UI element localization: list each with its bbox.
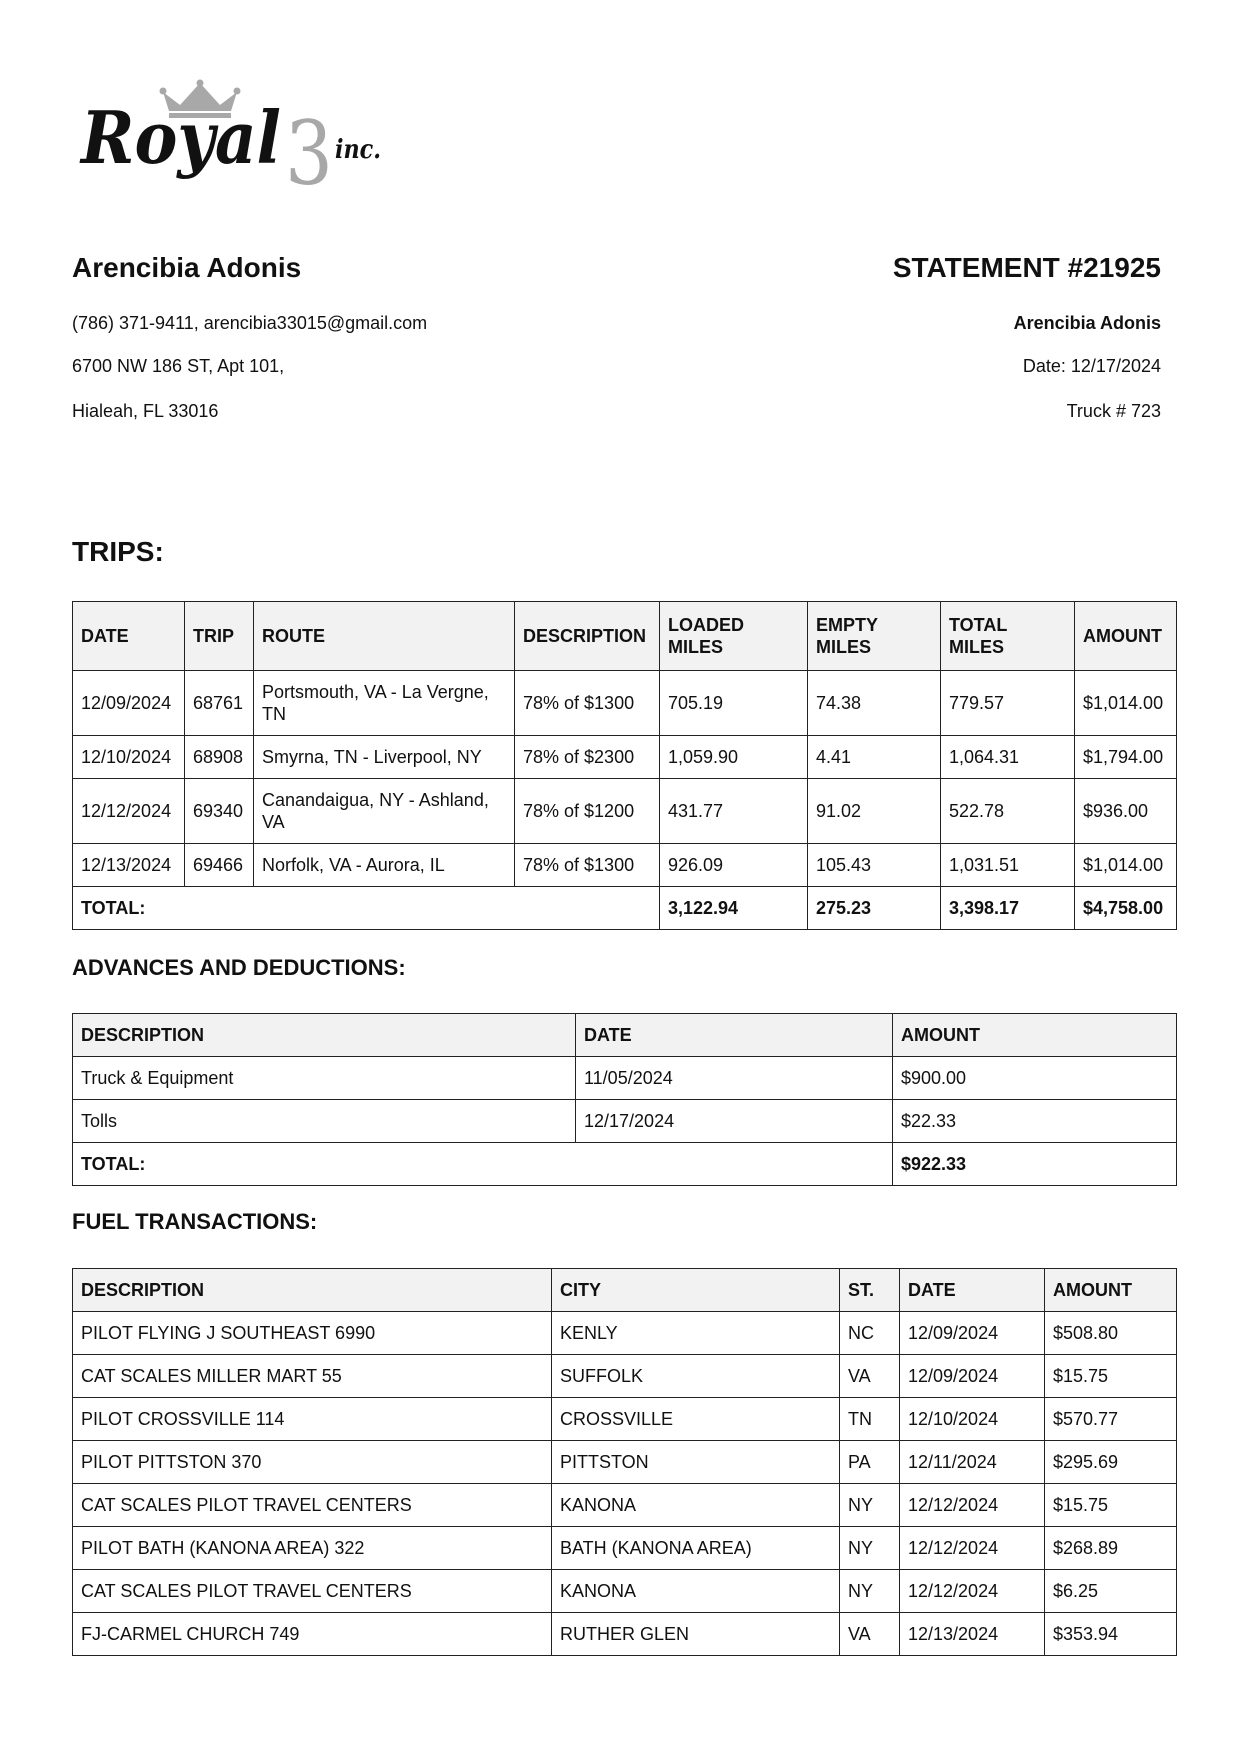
trip-route-cell: Smyrna, TN - Liverpool, NY — [254, 736, 515, 779]
fuel-description-cell: PILOT BATH (KANONA AREA) 322 — [73, 1527, 552, 1570]
fuel-amount-cell: $570.77 — [1045, 1398, 1177, 1441]
trip-number-cell: 69340 — [185, 779, 254, 844]
fuel-city-cell: KENLY — [552, 1312, 840, 1355]
table-row — [73, 1355, 1177, 1398]
fuel-amount-cell: $508.80 — [1045, 1312, 1177, 1355]
trip-description-cell: 78% of $2300 — [515, 736, 660, 779]
table-row — [73, 1100, 1177, 1143]
fuel-heading: FUEL TRANSACTIONS: — [72, 1209, 318, 1234]
advances-table — [72, 1013, 1177, 1186]
fuel-description-cell: PILOT CROSSVILLE 114 — [73, 1398, 552, 1441]
column-header-date: DATE — [576, 1014, 893, 1057]
table-row — [73, 1398, 1177, 1441]
total-total-miles: 3,398.17 — [941, 887, 1075, 930]
trip-date-cell: 12/12/2024 — [73, 779, 185, 844]
fuel-date-cell: 12/12/2024 — [900, 1570, 1045, 1613]
fuel-city-cell: BATH (KANONA AREA) — [552, 1527, 840, 1570]
table-row — [73, 1570, 1177, 1613]
advances-total-row — [73, 1143, 1177, 1186]
fuel-date-cell: 12/12/2024 — [900, 1484, 1045, 1527]
total-miles-cell: 1,064.31 — [941, 736, 1075, 779]
fuel-state-cell: NY — [840, 1527, 900, 1570]
column-header-description: DESCRIPTION — [515, 602, 660, 671]
empty-miles-cell: 4.41 — [808, 736, 941, 779]
loaded-miles-cell: 926.09 — [660, 844, 808, 887]
fuel-date-cell: 12/12/2024 — [900, 1527, 1045, 1570]
advance-date-cell: 12/17/2024 — [576, 1100, 893, 1143]
fuel-date-cell: 12/13/2024 — [900, 1613, 1045, 1656]
fuel-city-cell: KANONA — [552, 1484, 840, 1527]
total-miles-cell: 779.57 — [941, 671, 1075, 736]
trip-date-cell: 12/10/2024 — [73, 736, 185, 779]
trips-table — [72, 601, 1177, 930]
total-loaded-miles: 3,122.94 — [660, 887, 808, 930]
total-empty-miles: 275.23 — [808, 887, 941, 930]
driver-address-line2: Hialeah, FL 33016 — [72, 401, 219, 421]
trips-total-row — [73, 887, 1177, 930]
table-header-row — [73, 1269, 1177, 1312]
fuel-description-cell: CAT SCALES PILOT TRAVEL CENTERS — [73, 1484, 552, 1527]
advance-amount-cell: $22.33 — [893, 1100, 1177, 1143]
fuel-city-cell: RUTHER GLEN — [552, 1613, 840, 1656]
driver-name: Arencibia Adonis — [72, 252, 302, 283]
company-logo — [79, 78, 389, 190]
empty-miles-cell: 74.38 — [808, 671, 941, 736]
fuel-amount-cell: $6.25 — [1045, 1570, 1177, 1613]
column-header-trip: TRIP — [185, 602, 254, 671]
total-amount: $922.33 — [893, 1143, 1177, 1186]
trips-heading: TRIPS: — [72, 536, 164, 567]
table-row — [73, 779, 1177, 844]
column-header-date: DATE — [900, 1269, 1045, 1312]
column-header-total-miles: TOTAL MILES — [941, 602, 1075, 671]
fuel-state-cell: NC — [840, 1312, 900, 1355]
statement-recipient: Arencibia Adonis — [1013, 313, 1161, 333]
fuel-description-cell: CAT SCALES MILLER MART 55 — [73, 1355, 552, 1398]
column-header-city: CITY — [552, 1269, 840, 1312]
logo-numeral: 3 — [285, 102, 333, 190]
column-header-state: ST. — [840, 1269, 900, 1312]
advance-amount-cell: $900.00 — [893, 1057, 1177, 1100]
total-amount: $4,758.00 — [1075, 887, 1177, 930]
empty-miles-cell: 105.43 — [808, 844, 941, 887]
fuel-state-cell: TN — [840, 1398, 900, 1441]
fuel-date-cell: 12/09/2024 — [900, 1312, 1045, 1355]
table-row — [73, 1613, 1177, 1656]
fuel-description-cell: FJ-CARMEL CHURCH 749 — [73, 1613, 552, 1656]
statement-date: Date: 12/17/2024 — [1022, 356, 1161, 376]
table-row — [73, 1441, 1177, 1484]
fuel-state-cell: PA — [840, 1441, 900, 1484]
fuel-amount-cell: $268.89 — [1045, 1527, 1177, 1570]
empty-miles-cell: 91.02 — [808, 779, 941, 844]
fuel-date-cell: 12/11/2024 — [900, 1441, 1045, 1484]
fuel-amount-cell: $15.75 — [1045, 1484, 1177, 1527]
trip-amount-cell: $936.00 — [1075, 779, 1177, 844]
fuel-amount-cell: $15.75 — [1045, 1355, 1177, 1398]
table-row — [73, 1312, 1177, 1355]
trip-route-cell: Portsmouth, VA - La Vergne, TN — [254, 671, 515, 736]
fuel-description-cell: PILOT PITTSTON 370 — [73, 1441, 552, 1484]
fuel-state-cell: NY — [840, 1570, 900, 1613]
column-header-date: DATE — [73, 602, 185, 671]
column-header-empty-miles: EMPTY MILES — [808, 602, 941, 671]
table-row — [73, 1484, 1177, 1527]
total-label: TOTAL: — [73, 1143, 893, 1186]
fuel-table — [72, 1268, 1177, 1656]
column-header-description: DESCRIPTION — [73, 1269, 552, 1312]
trip-number-cell: 68761 — [185, 671, 254, 736]
trip-amount-cell: $1,014.00 — [1075, 844, 1177, 887]
table-header-row — [73, 602, 1177, 671]
column-header-amount: AMOUNT — [1045, 1269, 1177, 1312]
total-miles-cell: 522.78 — [941, 779, 1075, 844]
fuel-date-cell: 12/09/2024 — [900, 1355, 1045, 1398]
driver-address-line1: 6700 NW 186 ST, Apt 101, — [72, 356, 285, 376]
fuel-city-cell: SUFFOLK — [552, 1355, 840, 1398]
driver-contact: (786) 371-9411, arencibia33015@gmail.com — [72, 313, 428, 333]
fuel-amount-cell: $353.94 — [1045, 1613, 1177, 1656]
column-header-route: ROUTE — [254, 602, 515, 671]
fuel-state-cell: VA — [840, 1613, 900, 1656]
column-header-description: DESCRIPTION — [73, 1014, 576, 1057]
fuel-description-cell: PILOT FLYING J SOUTHEAST 6990 — [73, 1312, 552, 1355]
loaded-miles-cell: 705.19 — [660, 671, 808, 736]
table-row — [73, 844, 1177, 887]
fuel-date-cell: 12/10/2024 — [900, 1398, 1045, 1441]
table-header-row — [73, 1014, 1177, 1057]
loaded-miles-cell: 431.77 — [660, 779, 808, 844]
trip-description-cell: 78% of $1300 — [515, 844, 660, 887]
fuel-description-cell: CAT SCALES PILOT TRAVEL CENTERS — [73, 1570, 552, 1613]
advance-description-cell: Truck & Equipment — [73, 1057, 576, 1100]
fuel-amount-cell: $295.69 — [1045, 1441, 1177, 1484]
trip-description-cell: 78% of $1200 — [515, 779, 660, 844]
table-row — [73, 736, 1177, 779]
column-header-loaded-miles: LOADED MILES — [660, 602, 808, 671]
table-row — [73, 1527, 1177, 1570]
fuel-city-cell: PITTSTON — [552, 1441, 840, 1484]
fuel-state-cell: VA — [840, 1355, 900, 1398]
trip-amount-cell: $1,794.00 — [1075, 736, 1177, 779]
logo-wordmark: Royal — [79, 95, 281, 180]
fuel-city-cell: CROSSVILLE — [552, 1398, 840, 1441]
column-header-amount: AMOUNT — [1075, 602, 1177, 671]
total-miles-cell: 1,031.51 — [941, 844, 1075, 887]
trip-date-cell: 12/09/2024 — [73, 671, 185, 736]
trip-date-cell: 12/13/2024 — [73, 844, 185, 887]
trip-number-cell: 69466 — [185, 844, 254, 887]
trip-amount-cell: $1,014.00 — [1075, 671, 1177, 736]
fuel-city-cell: KANONA — [552, 1570, 840, 1613]
total-label: TOTAL: — [73, 887, 660, 930]
column-header-amount: AMOUNT — [893, 1014, 1177, 1057]
loaded-miles-cell: 1,059.90 — [660, 736, 808, 779]
fuel-state-cell: NY — [840, 1484, 900, 1527]
statement-title: STATEMENT #21925 — [892, 252, 1161, 283]
advance-date-cell: 11/05/2024 — [576, 1057, 893, 1100]
table-row — [73, 671, 1177, 736]
table-row — [73, 1057, 1177, 1100]
logo-suffix: inc. — [335, 135, 381, 165]
trip-route-cell: Norfolk, VA - Aurora, IL — [254, 844, 515, 887]
trip-route-cell: Canandaigua, NY - Ashland, VA — [254, 779, 515, 844]
trip-description-cell: 78% of $1300 — [515, 671, 660, 736]
trip-number-cell: 68908 — [185, 736, 254, 779]
advance-description-cell: Tolls — [73, 1100, 576, 1143]
statement-truck: Truck # 723 — [1066, 401, 1161, 421]
advances-heading: ADVANCES AND DEDUCTIONS: — [72, 955, 406, 980]
